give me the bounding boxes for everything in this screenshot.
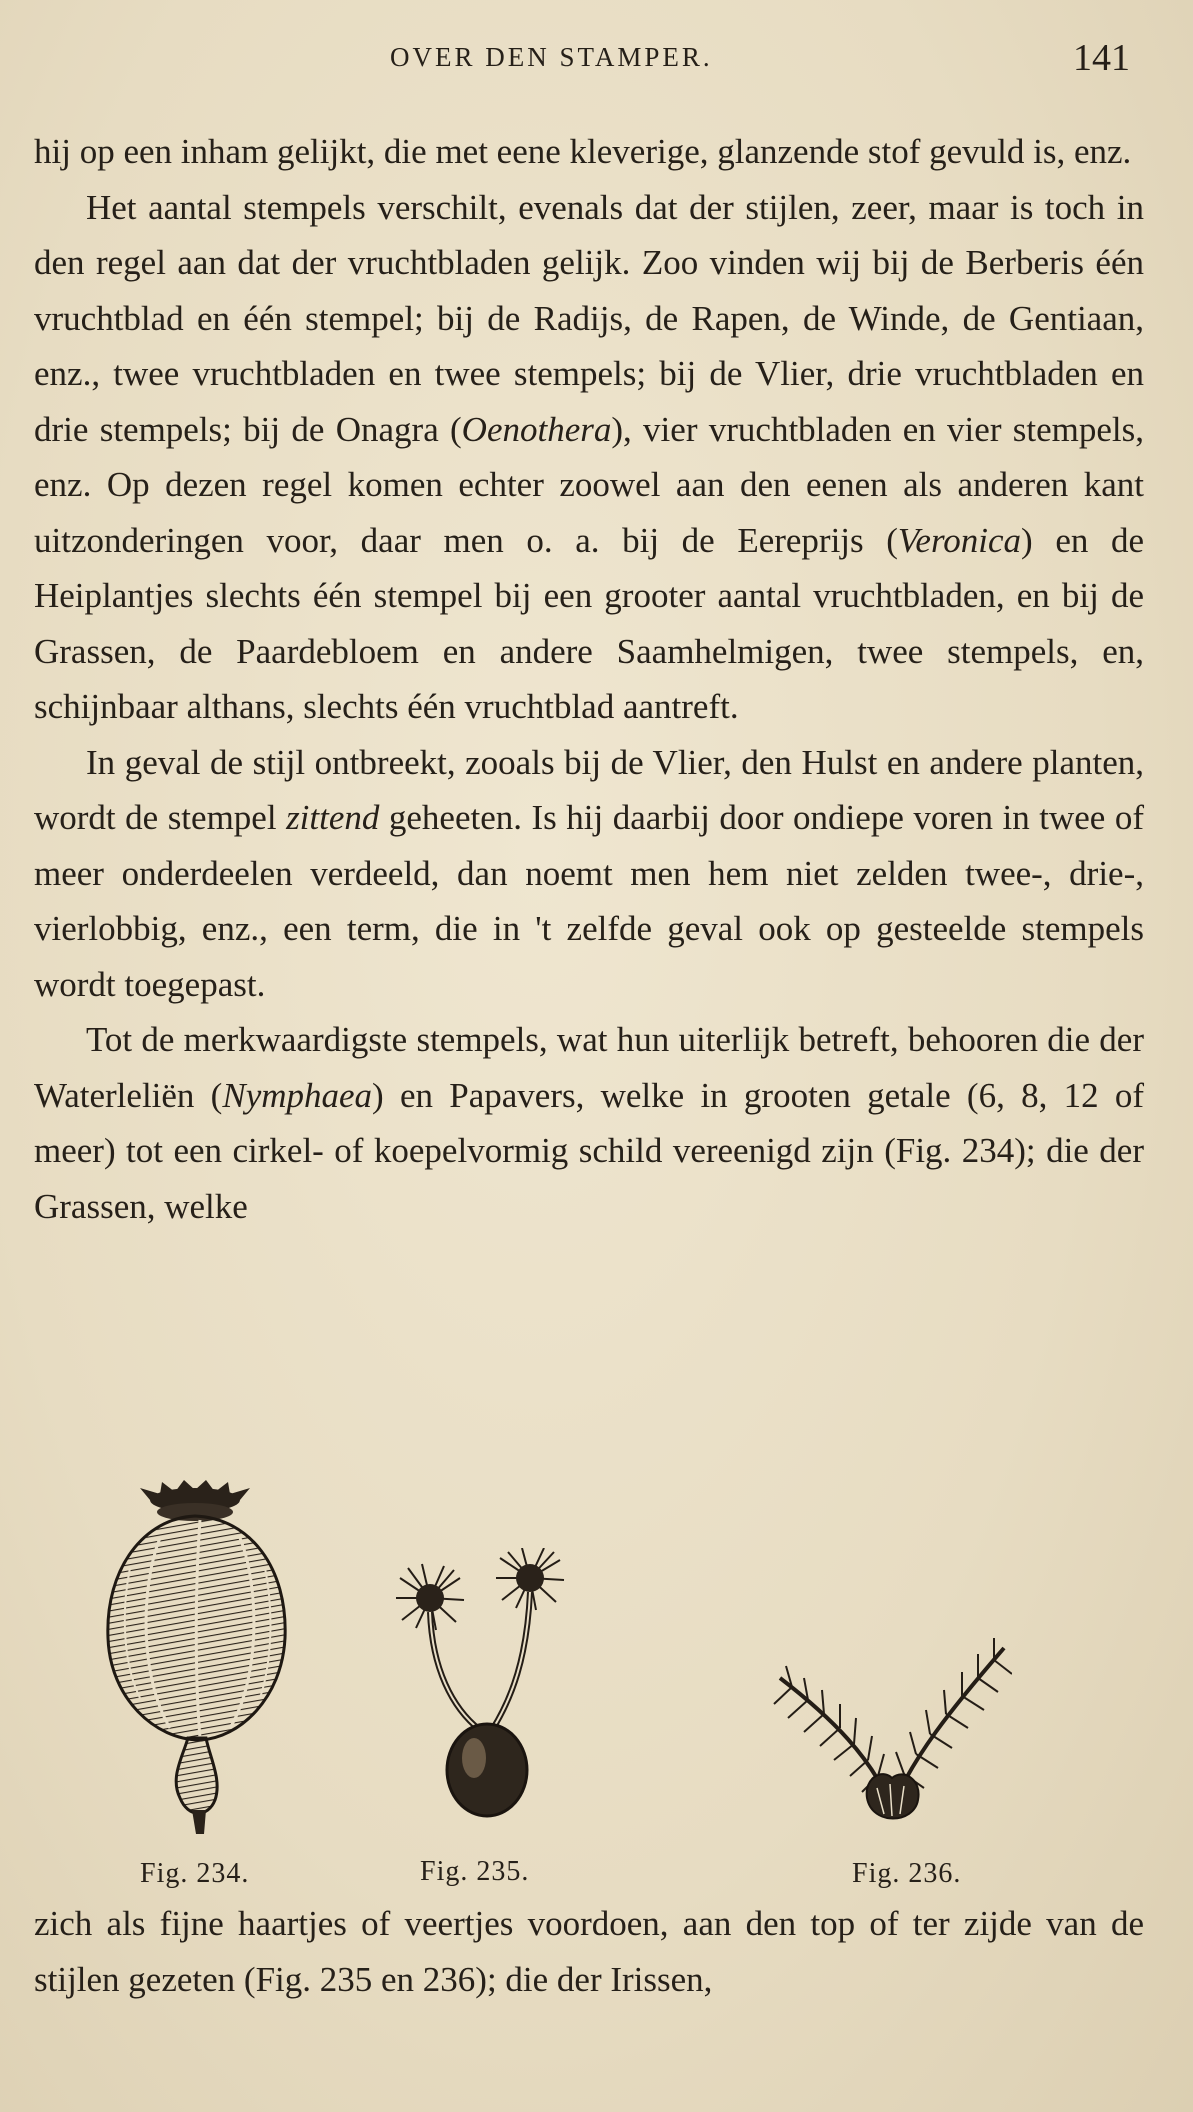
page-header [0, 36, 1193, 86]
body-text-bottom [34, 1896, 1144, 2007]
poppy-capsule-illustration [100, 1478, 300, 1838]
text-run: hij op een inham gelijkt, die met eene kleverige, glanzende stof gevuld is, enz. [34, 132, 1132, 171]
running-head: OVER DEN STAMPER. [390, 42, 713, 72]
paragraph [34, 124, 1144, 180]
page-number: 141 [1073, 37, 1130, 79]
paragraph [34, 1896, 1144, 2007]
italic-term: zittend [286, 798, 380, 837]
text-run: ) en de Heiplantjes slechts één stempel bij een grooter aantal vruchtbladen, en bij de Grassen, de Paardebloem en andere Saamhelmigen, twee stempels, en, schijnbaar althans, slechts één vruchtblad aantreft. [34, 520, 1144, 726]
figure-caption: Fig. 235. [420, 1856, 530, 1887]
text-run: In geval de stijl ontbreekt, zooals bij de Vlier, den Hulst en andere planten, wordt de stempel [34, 742, 1144, 837]
text-run: ) en Papavers, welke in grooten getale (6, 8, 12 of meer) tot een cirkel- of koepelvormig schild vereenigd zijn (Fig. 234); die der Grassen, welke [34, 1075, 1145, 1226]
body-text-top [34, 124, 1144, 1234]
italic-term: Nymphaea [222, 1075, 373, 1115]
paragraph [34, 735, 1144, 1013]
feathery-stigma-illustration [772, 1608, 1012, 1838]
text-run: ), vier vruchtbladen en vier stempels, enz. Op dezen regel komen echter zoowel aan den eenen als anderen kant uitzonderingen voor, daar men o. a. bij de Eereprijs ( [34, 409, 1144, 560]
figure-caption: Fig. 234. [140, 1858, 250, 1889]
text-run: geheeten. Is hij daarbij door ondiepe voren in twee of meer onderdeelen verdeeld, dan noemt men hem niet zelden twee-, drie-, vierlobbig, enz., een term, die in 't zelfde geval ook op gesteelde stempels wordt toegepast. [34, 798, 1144, 1004]
grass-pistil-illustration [392, 1548, 572, 1818]
text-run: zich als fijne haartjes of veertjes voordoen, aan den top of ter zijde van de stijlen gezeten (Fig. 235 en 236); die der Irissen, [34, 1904, 1144, 1999]
paragraph [34, 180, 1144, 735]
figure-row [0, 1478, 1193, 1908]
italic-term: Oenothera [461, 409, 612, 449]
paragraph [34, 1012, 1144, 1234]
figure-caption: Fig. 236. [852, 1858, 962, 1889]
text-run: Het aantal stempels verschilt, evenals dat der stijlen, zeer, maar is toch in den regel aan dat der vruchtbladen gelijk. Zoo vinden wij bij de Berberis één vruchtblad en één stempel; bij de Radijs, de Rapen, de Winde, de Gentiaan, enz., twee vruchtbladen en twee stempels; bij de Vlier, drie vruchtbladen en drie stempels; bij de Onagra ( [34, 187, 1144, 449]
text-run: Tot de merkwaardigste stempels, wat hun uiterlijk betreft, behooren die der Waterleliën ( [34, 1020, 1144, 1115]
italic-term: Veronica [897, 520, 1022, 560]
